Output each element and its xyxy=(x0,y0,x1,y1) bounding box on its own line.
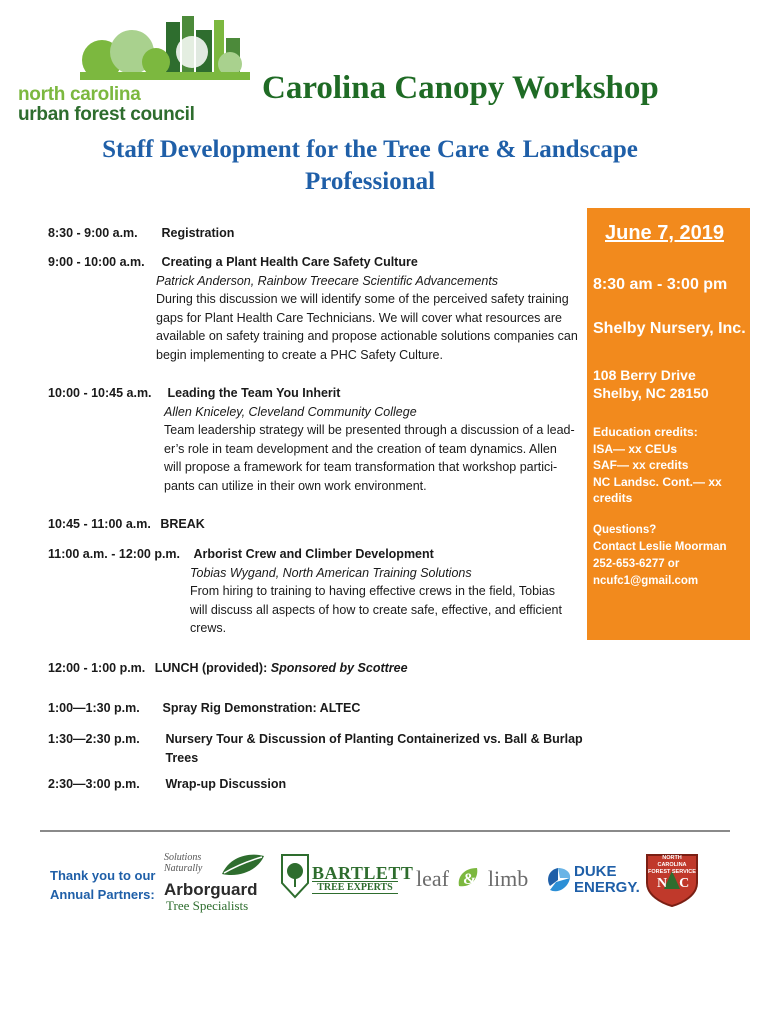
bartlett-logo xyxy=(280,853,414,903)
address-line-1: 108 Berry Drive xyxy=(593,367,696,383)
leaf-and-limb-logo xyxy=(416,866,532,898)
credit-nc: NC Landsc. Cont.— xx credits xyxy=(593,474,722,505)
arborguard-tagline-2: Naturally xyxy=(164,863,203,874)
credit-saf: SAF— xx credits xyxy=(593,458,689,472)
description-line: Team leadership strategy will be presented through a discussion of a lead- xyxy=(164,423,575,437)
event-date: June 7, 2019 xyxy=(605,222,724,244)
contact-name: Contact Leslie Moorman xyxy=(593,541,727,553)
logo-text-urban-forest-council: urban forest council xyxy=(18,104,195,125)
schedule-event: BREAK xyxy=(160,517,205,531)
questions-contact xyxy=(593,522,745,590)
ncfs-mid-text: FOREST SERVICE xyxy=(648,869,696,875)
contact-email-link[interactable]: ncufc1@gmail.com xyxy=(593,575,699,587)
description-line: will discuss all aspects of how to create safe, effective, and efficient xyxy=(190,602,562,617)
schedule-speaker: Allen Kniceley, Cleveland Community College xyxy=(164,404,417,419)
event-address xyxy=(593,366,709,402)
bartlett-name: BARTLETT xyxy=(312,863,414,883)
city-skyline-trees-icon xyxy=(80,16,250,88)
schedule-item xyxy=(48,699,608,718)
credit-isa: ISA— xx CEUs xyxy=(593,441,678,456)
description-line: During this discussion we will identify some of the perceived safety training xyxy=(156,292,569,306)
description-line: er’s role in team development and the creation of team dynamics. Allen xyxy=(164,441,557,456)
svg-text:&: & xyxy=(463,871,477,888)
arborguard-tagline-1: Solutions xyxy=(164,852,202,863)
page-title: Carolina Canopy Workshop xyxy=(262,70,659,106)
schedule-item xyxy=(48,253,588,364)
description-line: will propose a framework for team transformation that workshop partici- xyxy=(164,460,558,474)
description-line: begin implementing to create a PHC Safety Culture. xyxy=(156,347,443,362)
event-info-box xyxy=(587,208,750,640)
arborguard-subtitle: Tree Specialists xyxy=(166,898,249,913)
logo-text-north-carolina: north carolina xyxy=(18,84,141,105)
partners-thanks xyxy=(50,866,165,904)
schedule-event: Wrap-up Discussion xyxy=(165,777,287,791)
ncufc-logo xyxy=(18,14,248,124)
duke-energy-logo xyxy=(544,862,640,902)
schedule-time: 1:00—1:30 p.m. xyxy=(48,701,140,715)
ampersand-leaf-icon xyxy=(455,866,481,890)
arborguard-name: Arborguard xyxy=(164,880,258,899)
description-line: pants can utilize in their own work environment. xyxy=(164,478,427,493)
schedule-description xyxy=(164,421,588,495)
schedule-time: 10:45 - 11:00 a.m. xyxy=(48,517,151,531)
schedule-event: Arborist Crew and Climber Development xyxy=(193,547,434,561)
schedule-time: 2:30—3:00 p.m. xyxy=(48,777,140,791)
description-line: gaps for Plant Health Care Technicians. We will cover what resources are xyxy=(156,310,562,325)
address-line-2: Shelby, NC 28150 xyxy=(593,385,709,401)
schedule-item xyxy=(48,224,568,243)
schedule-item xyxy=(48,384,588,495)
schedule-description xyxy=(156,290,588,364)
schedule-time: 8:30 - 9:00 a.m. xyxy=(48,226,138,240)
schedule-event: Registration xyxy=(161,226,235,240)
schedule-event: Leading the Team You Inherit xyxy=(167,386,341,400)
questions-heading: Questions? xyxy=(593,524,657,536)
schedule-time: 1:30—2:30 p.m. xyxy=(48,732,140,746)
page-subtitle: Staff Development for the Tree Care & Landscape Professional xyxy=(102,136,638,195)
ncfs-letters: NC xyxy=(657,876,702,891)
limb-word: limb xyxy=(487,866,529,891)
schedule-item xyxy=(48,775,588,794)
bartlett-tree-shield-icon xyxy=(280,853,310,899)
ncfs-top-text: NORTH CAROLINA xyxy=(657,855,687,868)
leaf-word: leaf xyxy=(416,866,449,891)
schedule-item xyxy=(48,730,588,767)
schedule-event: Creating a Plant Health Care Safety Culture xyxy=(161,255,418,269)
thanks-line-2: Annual Partners: xyxy=(50,887,155,902)
schedule-speaker: Tobias Wygand, North American Training Solutions xyxy=(190,565,472,580)
duke-energy-swirl-icon xyxy=(544,866,572,896)
duke-line-1: DUKE xyxy=(574,863,617,880)
contact-phone: 252-653-6277 or xyxy=(593,558,680,570)
schedule-event: Nursery Tour & Discussion of Planting Containerized vs. Ball & Burlap xyxy=(165,732,583,746)
thanks-line-1: Thank you to our xyxy=(50,868,156,883)
schedule-event: LUNCH (provided): xyxy=(154,661,268,675)
duke-line-2: ENERGY. xyxy=(574,879,640,896)
schedule-time: 10:00 - 10:45 a.m. xyxy=(48,386,152,400)
credits-heading: Education credits: xyxy=(593,425,698,439)
event-venue: Shelby Nursery, Inc. xyxy=(593,320,746,337)
schedule-event: Spray Rig Demonstration: ALTEC xyxy=(162,701,361,715)
description-line: crews. xyxy=(190,621,227,635)
schedule-item xyxy=(48,545,588,638)
schedule-time: 11:00 a.m. - 12:00 p.m. xyxy=(48,547,181,561)
lunch-sponsor: Sponsored by Scottree xyxy=(270,661,408,675)
schedule-event-continued: Trees xyxy=(165,750,199,765)
description-line: available on safety training and propose actionable solutions companies can xyxy=(156,329,578,343)
leaf-icon xyxy=(220,852,266,878)
event-time: 8:30 am - 3:00 pm xyxy=(593,276,728,293)
schedule-time: 9:00 - 10:00 a.m. xyxy=(48,255,145,269)
footer-divider xyxy=(40,830,730,832)
description-line: From hiring to training to having effective crews in the field, Tobias xyxy=(190,584,556,598)
education-credits xyxy=(593,424,743,507)
bartlett-subtitle: TREE EXPERTS xyxy=(312,881,398,894)
schedule-item xyxy=(48,659,608,678)
schedule-item xyxy=(48,515,568,534)
schedule-speaker: Patrick Anderson, Rainbow Treecare Scientific Advancements xyxy=(156,273,499,288)
arborguard-logo xyxy=(164,852,272,916)
schedule-description xyxy=(190,582,588,638)
schedule-time: 12:00 - 1:00 p.m. xyxy=(48,661,146,675)
nc-forest-service-logo xyxy=(643,849,701,907)
